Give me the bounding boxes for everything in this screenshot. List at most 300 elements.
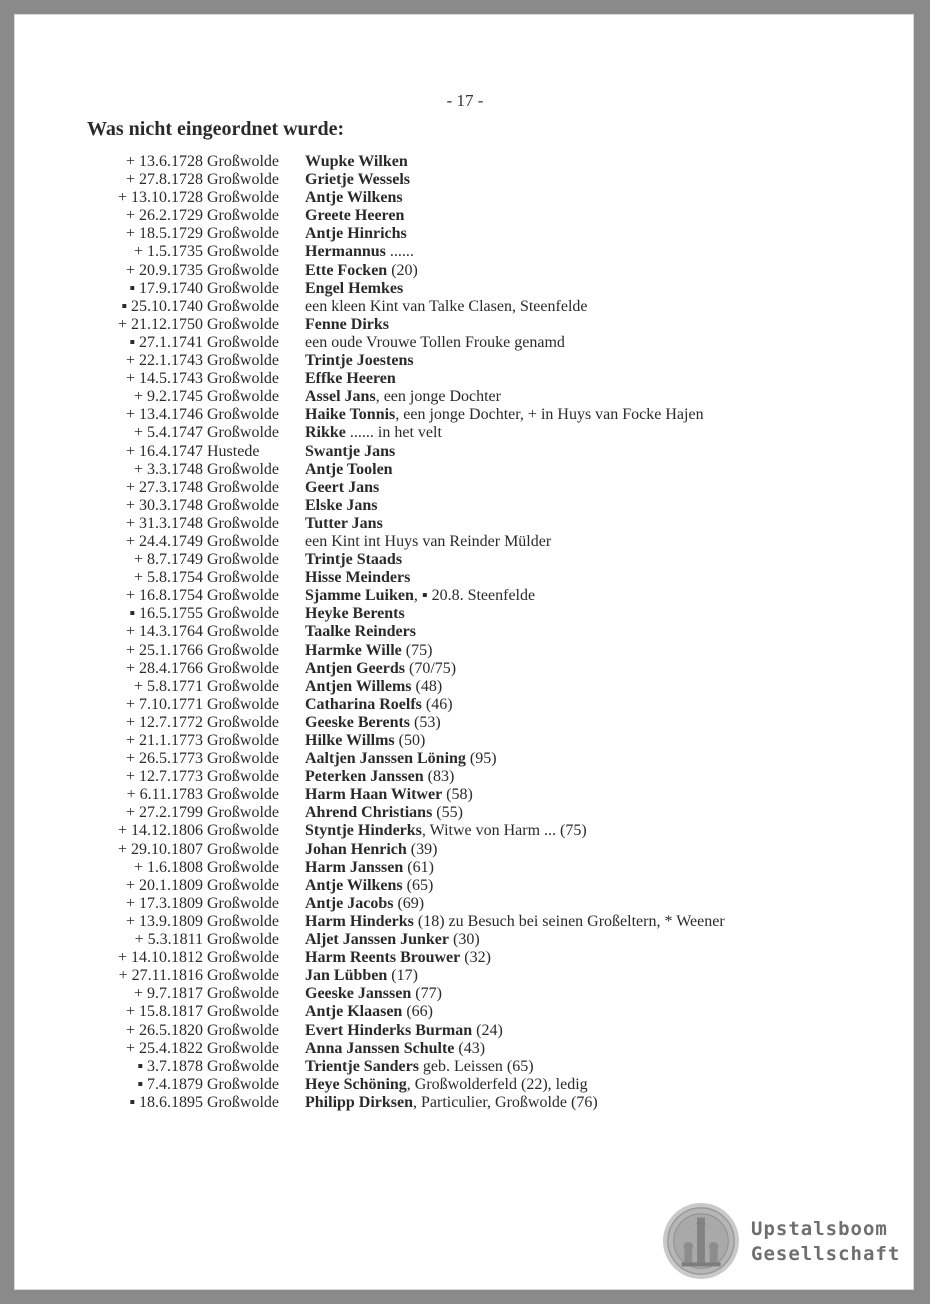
entry-date: ▪ 27.1.1741	[129, 333, 203, 351]
entry-date: + 5.3.1811	[134, 931, 203, 949]
entry-name: Sjamme Luiken	[305, 587, 414, 605]
entry-place: Großwolde	[207, 370, 279, 388]
entry-place: Großwolde	[207, 352, 279, 370]
entry-row	[15, 406, 915, 424]
entry-row	[15, 841, 915, 859]
entry-place: Großwolde	[207, 460, 279, 478]
entry-name: Antje Wilkens	[305, 876, 403, 894]
entry-place: Großwolde	[207, 732, 279, 749]
entry-place: Großwolde	[207, 949, 279, 967]
entry-row	[15, 243, 915, 261]
entry-row	[15, 1076, 915, 1094]
entry-row	[15, 877, 915, 895]
entry-name-cell	[305, 352, 414, 370]
entry-row	[15, 605, 915, 623]
entry-name: Assel Jans	[305, 388, 376, 406]
entry-name: Greete Heeren	[305, 207, 405, 225]
entry-place: Großwolde	[207, 1021, 279, 1039]
entry-place: Großwolde	[207, 171, 279, 189]
entry-place: Großwolde	[207, 894, 279, 912]
entry-row	[15, 171, 915, 189]
entry-row	[15, 1040, 915, 1058]
entry-name: Philipp Dirksen	[305, 1093, 414, 1111]
entry-date: + 13.6.1728	[125, 153, 203, 170]
entry-date: + 29.10.1807	[117, 840, 203, 858]
entry-place: Großwolde	[207, 713, 279, 731]
entry-place: Großwolde	[207, 1003, 279, 1021]
entry-name-cell	[305, 985, 442, 1003]
entry-note: (50)	[394, 732, 426, 749]
entry-date: + 12.7.1772	[125, 713, 203, 731]
entry-date: + 13.9.1809	[125, 912, 203, 930]
entry-name: Geert Jans	[305, 478, 380, 496]
entry-place: Großwolde	[207, 587, 279, 605]
entry-row	[15, 949, 915, 967]
entry-note: , Particulier, Großwolde (76)	[413, 1093, 598, 1111]
section-heading: Was nicht eingeordnet wurde:	[87, 118, 345, 140]
entry-name: Trientje Sanders	[305, 1057, 419, 1075]
entry-row	[15, 388, 915, 406]
entry-row	[15, 533, 915, 551]
entry-date: + 5.4.1747	[133, 424, 203, 442]
entry-name: Johan Henrich	[305, 840, 407, 858]
entry-date: + 8.7.1749	[133, 551, 203, 569]
entry-name-cell	[305, 479, 379, 497]
entry-row	[15, 931, 915, 949]
entry-note: (30)	[449, 931, 480, 949]
entry-place: Großwolde	[207, 153, 279, 170]
entry-row	[15, 732, 915, 750]
entry-place: Großwolde	[207, 659, 279, 677]
entry-place: Großwolde	[207, 514, 279, 532]
entry-date: + 20.1.1809	[125, 876, 203, 894]
entry-name-cell	[305, 678, 442, 696]
entry-date: + 7.10.1771	[125, 695, 203, 713]
entry-row	[15, 696, 915, 714]
entry-note: (83)	[423, 768, 455, 786]
entry-date: + 13.4.1746	[125, 406, 203, 424]
entry-name: Hermannus	[305, 243, 386, 261]
entry-note: geb. Leissen (65)	[418, 1057, 534, 1075]
entry-place: Großwolde	[207, 261, 279, 279]
brand-name-line1: Upstalsboom	[751, 1218, 888, 1240]
entry-row	[15, 1094, 915, 1112]
upstalsboom-seal-icon	[662, 1202, 740, 1280]
entry-place: Großwolde	[207, 297, 279, 315]
entry-note: (39)	[406, 840, 438, 858]
entry-note: (75)	[401, 641, 433, 659]
entry-name-cell	[305, 280, 403, 298]
entry-name-cell	[305, 877, 433, 895]
entry-name: Swantje Jans	[305, 442, 396, 460]
entry-name-cell	[305, 262, 418, 280]
entry-note: (46)	[421, 695, 453, 713]
entry-name-cell	[305, 424, 442, 442]
page-number: - 17 -	[446, 91, 484, 110]
entry-place: Großwolde	[207, 912, 279, 930]
entry-date: + 26.2.1729	[125, 207, 203, 225]
entry-name-cell	[305, 587, 535, 605]
entry-note: (95)	[465, 750, 497, 768]
entry-date: + 5.8.1771	[133, 677, 203, 695]
entry-name: Aaltjen Janssen Löning	[305, 750, 466, 768]
entry-row	[15, 587, 915, 605]
entry-note: , een jonge Dochter	[375, 388, 501, 406]
entry-name: Haike Tonnis	[305, 406, 396, 424]
entry-date: + 26.5.1773	[125, 750, 203, 768]
entry-name-cell	[305, 732, 425, 750]
entry-name-cell	[305, 153, 408, 171]
entry-place: Großwolde	[207, 804, 279, 822]
entry-date: ▪ 7.4.1879	[137, 1075, 203, 1093]
entry-name-cell	[305, 967, 418, 985]
entry-place: Großwolde	[207, 1057, 279, 1075]
entry-row	[15, 714, 915, 732]
entry-name: Antje Toolen	[305, 460, 393, 478]
entry-date: + 24.4.1749	[125, 532, 203, 550]
entry-row	[15, 913, 915, 931]
entry-name: Ahrend Christians	[305, 804, 433, 822]
entry-place: Großwolde	[207, 388, 279, 406]
burial-entry-list	[15, 153, 915, 1112]
entry-name: Harm Haan Witwer	[305, 786, 443, 804]
entry-name-cell	[305, 551, 402, 569]
entry-row	[15, 1058, 915, 1076]
entry-note: (65)	[402, 876, 434, 894]
entry-name-cell	[305, 370, 396, 388]
entry-place: Großwolde	[207, 768, 279, 786]
entry-note: (55)	[432, 804, 463, 822]
entry-name-cell	[305, 768, 454, 786]
entry-name-cell	[305, 1094, 598, 1112]
entry-note: (77)	[411, 985, 442, 1003]
entry-row	[15, 334, 915, 352]
entry-date: + 12.7.1773	[125, 768, 203, 786]
entry-name: Jan Lübben	[305, 967, 388, 985]
entry-date: + 25.1.1766	[125, 641, 203, 659]
entry-name: Elske Jans	[305, 496, 378, 514]
entry-note: (24)	[472, 1021, 503, 1039]
entry-name: Ette Focken	[305, 261, 388, 279]
entry-place: Großwolde	[207, 985, 279, 1003]
entry-place: Großwolde	[207, 876, 279, 894]
entry-note: (32)	[460, 949, 491, 967]
entry-note: een kleen Kint van Talke Clasen, Steenfelde	[305, 297, 588, 315]
entry-name-cell	[305, 316, 389, 334]
entry-name: Catharina Roelfs	[305, 695, 422, 713]
entry-name-cell	[305, 243, 414, 261]
entry-place: Hustede	[207, 442, 260, 460]
entry-name: Harmke Wille	[305, 641, 402, 659]
entry-date: + 21.12.1750	[117, 315, 203, 333]
entry-row	[15, 298, 915, 316]
entry-name-cell	[305, 660, 456, 678]
entry-name: Heyke Berents	[305, 605, 405, 623]
entry-name-cell	[305, 497, 377, 515]
entry-name: Peterken Janssen	[305, 768, 424, 786]
entry-date: + 5.8.1754	[133, 569, 203, 587]
entry-date: + 30.3.1748	[125, 496, 203, 514]
entry-date: ▪ 16.5.1755	[129, 605, 203, 623]
entry-date: + 9.2.1745	[133, 388, 203, 406]
entry-date: + 14.12.1806	[117, 822, 203, 840]
entry-row	[15, 443, 915, 461]
entry-name-cell	[305, 822, 587, 840]
entry-name: Harm Janssen	[305, 858, 404, 876]
entry-place: Großwolde	[207, 822, 279, 840]
entry-name: Anna Janssen Schulte	[305, 1039, 455, 1057]
entry-row	[15, 750, 915, 768]
entry-place: Großwolde	[207, 967, 279, 985]
entry-name-cell	[305, 533, 551, 551]
entry-date: + 14.3.1764	[125, 623, 203, 641]
entry-name: Effke Heeren	[305, 370, 396, 388]
entry-row	[15, 189, 915, 207]
entry-place: Großwolde	[207, 605, 279, 623]
entry-row	[15, 1022, 915, 1040]
entry-note: (66)	[402, 1003, 433, 1021]
entry-row	[15, 225, 915, 243]
entry-row	[15, 551, 915, 569]
entry-name: Trintje Joestens	[305, 352, 414, 370]
entry-date: + 3.3.1748	[133, 460, 203, 478]
entry-name-cell	[305, 515, 383, 533]
entry-name: Antje Wilkens	[305, 189, 403, 207]
entry-name: Styntje Hinderks	[305, 822, 422, 840]
entry-place: Großwolde	[207, 840, 279, 858]
entry-row	[15, 479, 915, 497]
entry-name-cell	[305, 1076, 588, 1094]
brand-name-line2: Gesellschaft	[751, 1243, 901, 1265]
entry-row	[15, 262, 915, 280]
entry-row	[15, 895, 915, 913]
entry-place: Großwolde	[207, 931, 279, 949]
entry-date: + 25.4.1822	[125, 1039, 203, 1057]
entry-note: (70/75)	[404, 659, 457, 677]
entry-row	[15, 642, 915, 660]
entry-row	[15, 1003, 915, 1021]
entry-date: + 27.2.1799	[125, 804, 203, 822]
entry-place: Großwolde	[207, 750, 279, 768]
entry-name: Rikke	[305, 424, 346, 442]
entry-row	[15, 786, 915, 804]
entry-place: Großwolde	[207, 189, 279, 207]
entry-name: Taalke Reinders	[305, 623, 416, 641]
entry-note: (58)	[442, 786, 473, 804]
entry-name-cell	[305, 714, 441, 732]
entry-name-cell	[305, 642, 432, 660]
entry-date: + 21.1.1773	[125, 732, 203, 749]
entry-row	[15, 424, 915, 442]
entry-name-cell	[305, 841, 437, 859]
entry-date: + 16.8.1754	[125, 587, 203, 605]
entry-name-cell	[305, 298, 587, 316]
entry-name: Tutter Jans	[305, 514, 383, 532]
entry-row	[15, 967, 915, 985]
entry-date: + 6.11.1783	[126, 786, 203, 804]
entry-name-cell	[305, 443, 395, 461]
entry-name: Antje Klaasen	[305, 1003, 403, 1021]
entry-note: (48)	[411, 677, 443, 695]
entry-name: Wupke Wilken	[305, 153, 408, 170]
entry-name-cell	[305, 207, 404, 225]
entry-note: , Großwolderfeld (22), ledig	[406, 1075, 588, 1093]
entry-name: Evert Hinderks Burman	[305, 1021, 473, 1039]
entry-name: Geeske Berents	[305, 713, 411, 731]
entry-row	[15, 515, 915, 533]
entry-name-cell	[305, 225, 407, 243]
entry-row	[15, 153, 915, 171]
entry-place: Großwolde	[207, 315, 279, 333]
entry-place: Großwolde	[207, 225, 279, 243]
entry-row	[15, 461, 915, 479]
document-page	[14, 14, 914, 1290]
entry-date: + 1.6.1808	[133, 858, 203, 876]
entry-date: ▪ 17.9.1740	[129, 279, 203, 297]
entry-name: Hilke Willms	[305, 732, 395, 749]
entry-name-cell	[305, 804, 463, 822]
entry-row	[15, 316, 915, 334]
entry-name: Geeske Janssen	[305, 985, 412, 1003]
entry-date: + 16.4.1747	[125, 442, 203, 460]
entry-date: ▪ 25.10.1740	[121, 297, 203, 315]
entry-date: ▪ 3.7.1878	[137, 1057, 203, 1075]
entry-place: Großwolde	[207, 677, 279, 695]
entry-date: + 31.3.1748	[125, 514, 203, 532]
entry-place: Großwolde	[207, 532, 279, 550]
entry-name-cell	[305, 859, 434, 877]
entry-name-cell	[305, 1058, 534, 1076]
entry-place: Großwolde	[207, 623, 279, 641]
entry-name-cell	[305, 931, 480, 949]
entry-name: Antjen Willems	[305, 677, 412, 695]
entry-place: Großwolde	[207, 207, 279, 225]
entry-place: Großwolde	[207, 1093, 279, 1111]
entry-place: Großwolde	[207, 641, 279, 659]
entry-name: Antje Jacobs	[305, 894, 394, 912]
entry-place: Großwolde	[207, 569, 279, 587]
entry-name: Fenne Dirks	[305, 315, 389, 333]
entry-place: Großwolde	[207, 786, 279, 804]
entry-place: Großwolde	[207, 243, 279, 261]
entry-name-cell	[305, 605, 405, 623]
entry-note: , ▪ 20.8. Steenfelde	[413, 587, 536, 605]
entry-date: + 27.3.1748	[125, 478, 203, 496]
entry-name: Antje Hinrichs	[305, 225, 407, 243]
entry-note: (69)	[393, 894, 425, 912]
entry-place: Großwolde	[207, 478, 279, 496]
entry-date: + 15.8.1817	[125, 1003, 203, 1021]
entry-row	[15, 660, 915, 678]
entry-name-cell	[305, 461, 393, 479]
entry-name: Antjen Geerds	[305, 659, 405, 677]
entry-place: Großwolde	[207, 858, 279, 876]
entry-name: Heye Schöning	[305, 1075, 407, 1093]
entry-place: Großwolde	[207, 406, 279, 424]
entry-name: Trintje Staads	[305, 551, 403, 569]
entry-note: (18) zu Besuch bei seinen Großeltern, * Weener	[413, 912, 725, 930]
entry-place: Großwolde	[207, 333, 279, 351]
entry-date: + 20.9.1735	[125, 261, 203, 279]
entry-date: + 14.5.1743	[125, 370, 203, 388]
entry-name-cell	[305, 406, 704, 424]
entry-row	[15, 859, 915, 877]
entry-note: een Kint int Huys van Reinder Mülder	[305, 532, 552, 550]
entry-name: Harm Reents Brouwer	[305, 949, 461, 967]
entry-row	[15, 569, 915, 587]
entry-date: + 13.10.1728	[117, 189, 203, 207]
entry-place: Großwolde	[207, 1039, 279, 1057]
entry-row	[15, 280, 915, 298]
entry-row	[15, 985, 915, 1003]
entry-date: + 17.3.1809	[125, 894, 203, 912]
entry-date: + 1.5.1735	[133, 243, 203, 261]
entry-name: Grietje Wessels	[305, 171, 411, 189]
entry-name-cell	[305, 913, 725, 931]
entry-row	[15, 822, 915, 840]
entry-date: + 22.1.1743	[125, 352, 203, 370]
entry-date: + 18.5.1729	[125, 225, 203, 243]
entry-note: een oude Vrouwe Tollen Frouke genamd	[305, 333, 565, 351]
entry-name-cell	[305, 750, 497, 768]
entry-name-cell	[305, 1003, 433, 1021]
entry-place: Großwolde	[207, 424, 279, 442]
entry-name-cell	[305, 569, 410, 587]
entry-name-cell	[305, 334, 565, 352]
entry-name-cell	[305, 189, 403, 207]
entry-row	[15, 207, 915, 225]
entry-row	[15, 768, 915, 786]
entry-name-cell	[305, 388, 501, 406]
entry-note: , Witwe von Harm ... (75)	[421, 822, 587, 840]
entry-place: Großwolde	[207, 496, 279, 514]
entry-date: + 28.4.1766	[125, 659, 203, 677]
entry-row	[15, 352, 915, 370]
entry-name: Hisse Meinders	[305, 569, 411, 587]
entry-place: Großwolde	[207, 695, 279, 713]
entry-name: Engel Hemkes	[305, 279, 404, 297]
entry-date: + 27.8.1728	[125, 171, 203, 189]
entry-date: + 9.7.1817	[133, 985, 203, 1003]
entry-date: + 26.5.1820	[125, 1021, 203, 1039]
entry-name-cell	[305, 171, 410, 189]
entry-name-cell	[305, 623, 416, 641]
entry-name-cell	[305, 696, 453, 714]
entry-note: ...... in het velt	[345, 424, 442, 442]
entry-name-cell	[305, 895, 424, 913]
entry-row	[15, 678, 915, 696]
entry-name: Aljet Janssen Junker	[305, 931, 450, 949]
entry-place: Großwolde	[207, 551, 279, 569]
entry-note: , een jonge Dochter, + in Huys van Focke Hajen	[395, 406, 704, 424]
entry-note: (43)	[454, 1039, 486, 1057]
entry-row	[15, 497, 915, 515]
entry-row	[15, 370, 915, 388]
entry-name-cell	[305, 1022, 503, 1040]
entry-row	[15, 623, 915, 641]
entry-name-cell	[305, 1040, 485, 1058]
entry-note: ......	[385, 243, 414, 261]
entry-note: (61)	[403, 858, 434, 876]
entry-name: Harm Hinderks	[305, 912, 414, 930]
entry-date: ▪ 18.6.1895	[129, 1093, 203, 1111]
entry-place: Großwolde	[207, 279, 279, 297]
entry-name-cell	[305, 786, 473, 804]
entry-note: (20)	[387, 261, 418, 279]
entry-date: + 27.11.1816	[118, 967, 203, 985]
entry-date: + 14.10.1812	[117, 949, 203, 967]
entry-note: (17)	[387, 967, 418, 985]
